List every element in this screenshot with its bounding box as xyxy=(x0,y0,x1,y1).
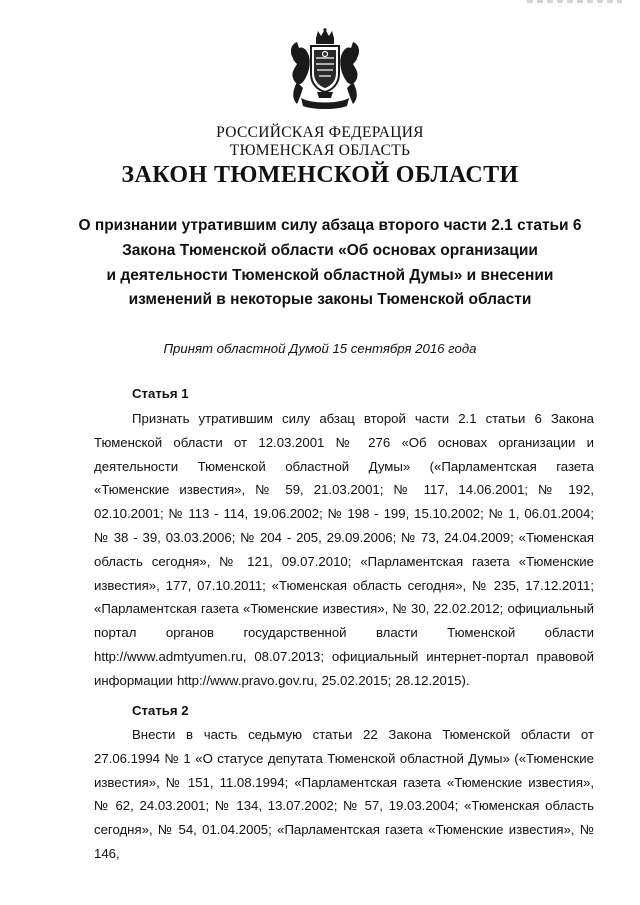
document-title xyxy=(70,214,590,313)
title-line: и деятельности Тюменской областной Думы» и внесении xyxy=(106,266,554,284)
coat-of-arms-icon xyxy=(287,28,363,112)
region-name: ТЮМЕНСКАЯ ОБЛАСТЬ xyxy=(229,142,411,159)
article-2-text: Внести в часть седьмую статьи 22 Закона Тюменской области от 27.06.1994 № 1 «О статусе депутата Тюменской областной Думы» («Тюменские известия», № 151, 11.08.1994; «Парламентская газета «Тюменские известия», № 62, 24.03.2001; № 134, 13.07.2002; № 57, 19.03.2004; «Тюменская область сегодня», № 54, 01.04.2005; «Парламентская газета «Тюменские известия», № 146, xyxy=(94,727,594,861)
title-line: изменений в некоторые законы Тюменской области xyxy=(128,291,532,309)
adoption-note: Принят областной Думой 15 сентября 2016 года xyxy=(163,341,477,356)
scan-artifact xyxy=(527,0,622,3)
article-1-heading: Статья 1 xyxy=(132,386,189,401)
article-2-heading: Статья 2 xyxy=(132,703,189,718)
article-1-text: Признать утратившим силу абзац второй части 2.1 статьи 6 Закона Тюменской области от 12.03.2001 № 276 «Об основах организации и деятельности Тюменской областной Думы» («Парламентская газета «Тюменские известия», № 59, 21.03.2001; № 117, 14.06.2001; № 192, 02.10.2001; № 113 - 114, 19.06.2002; № 198 - 199, 15.10.2002; № 1, 06.01.2004; № 38 - 39, 03.03.2006; № 204 - 205, 29.09.2006; № 73, 24.04.2009; «Тюменская область сегодня», № 121, 09.07.2010; «Парламентская газета «Тюменские известия», 177, 07.10.2011; «Тюменская область сегодня», № 235, 17.12.2011; «Парламентская газета «Тюменские известия», № 30, 22.02.2012; официальный портал органов государственной власти Тюменской области http://www.admtyumen.ru, 08.07.2013; официальный интернет-портал правовой информации http://www.pravo.gov.ru, 25.02.2015; 28.12.2015). xyxy=(94,411,594,688)
law-title: ЗАКОН ТЮМЕНСКОЙ ОБЛАСТИ xyxy=(121,162,519,188)
title-line: О признании утратившим силу абзаца второго части 2.1 статьи 6 xyxy=(78,217,582,234)
country-name: РОССИЙСКАЯ ФЕДЕРАЦИЯ xyxy=(216,124,424,141)
title-line: Закона Тюменской области «Об основах организации xyxy=(122,241,538,259)
